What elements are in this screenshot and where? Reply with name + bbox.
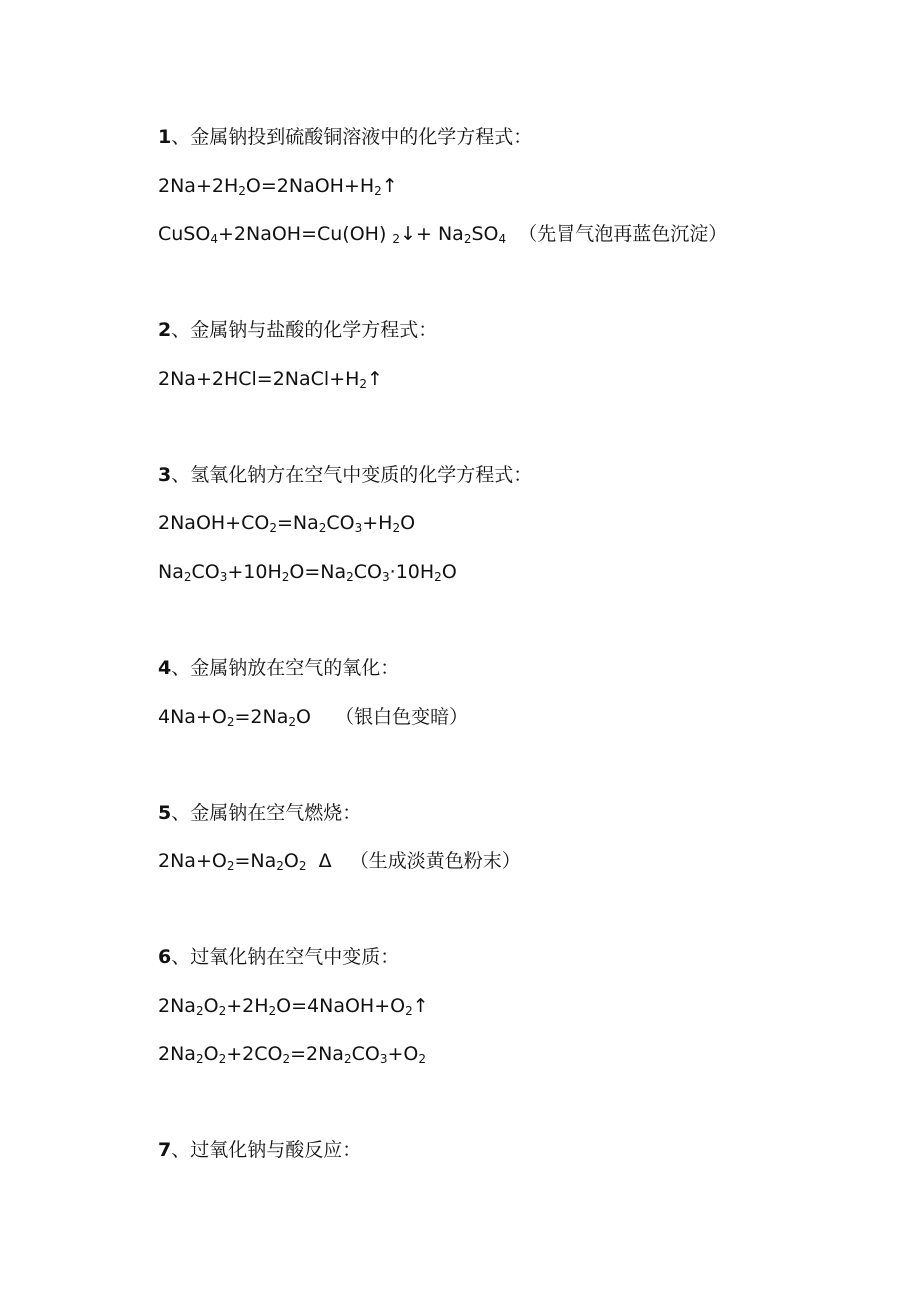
section-title: 、金属钠与盐酸的化学方程式： — [171, 319, 438, 341]
section-title: 、金属钠在空气燃烧： — [171, 802, 362, 824]
equation-3-2: $Na_2CO_3+10H_2O=Na_2CO_3\cdot 10H_2O$ — [158, 561, 457, 584]
section-title: 、氢氧化钠方在空气中变质的化学方程式： — [171, 464, 533, 486]
section-2-heading — [158, 318, 437, 342]
section-title: 、金属钠放在空气的氧化： — [171, 657, 400, 679]
equation-6-2: $2Na_2O_2+2CO_2=2Na_2CO_3+O_2$ — [158, 1043, 426, 1066]
equation-5-1: $2Na+O_2=Na_2O_2$ Δ （生成淡黄色粉末） — [158, 850, 521, 873]
equation-1-1: $2Na+2H_2O=2NaOH+H_2↑$ — [158, 175, 398, 198]
section-number: 7 — [158, 1139, 172, 1161]
equation-2-1: $2Na+2HCl=2NaCl+H_2↑$ — [158, 368, 383, 391]
section-number: 5 — [158, 802, 172, 824]
equation-1-2: CuSO$_4$+2NaOH=Cu(OH) $_2$↓+ $Na_2SO_4$ （先冒气泡再蓝色沉淀） — [158, 223, 728, 246]
equation-6-1: $2Na_2O_2+2H_2O=4NaOH+O_2↑$ — [158, 995, 429, 1018]
section-number: 6 — [158, 946, 172, 968]
section-title: 、金属钠投到硫酸铜溶液中的化学方程式： — [171, 126, 533, 148]
section-number: 4 — [158, 657, 172, 679]
section-title: 、过氧化钠与酸反应： — [171, 1139, 362, 1161]
section-6-heading — [158, 945, 399, 969]
section-3-heading — [158, 463, 532, 487]
section-1-heading — [158, 125, 532, 149]
section-number: 2 — [158, 319, 172, 341]
section-title: 、过氧化钠在空气中变质： — [171, 946, 400, 968]
section-5-heading — [158, 801, 361, 825]
observation-note: （先冒气泡再蓝色沉淀） — [506, 223, 728, 245]
section-7-heading — [158, 1138, 361, 1162]
section-4-heading — [158, 656, 399, 680]
section-number: 1 — [158, 126, 172, 148]
equation-4-1: $4Na+O_2=2Na_2O$ （银白色变暗） — [158, 706, 469, 729]
equation-3-1: $2NaOH+CO_2=Na_2CO_3+H_2O$ — [158, 512, 416, 535]
observation-note: Δ （生成淡黄色粉末） — [306, 850, 521, 872]
observation-note: O （银白色变暗） — [295, 706, 469, 728]
section-number: 3 — [158, 464, 172, 486]
